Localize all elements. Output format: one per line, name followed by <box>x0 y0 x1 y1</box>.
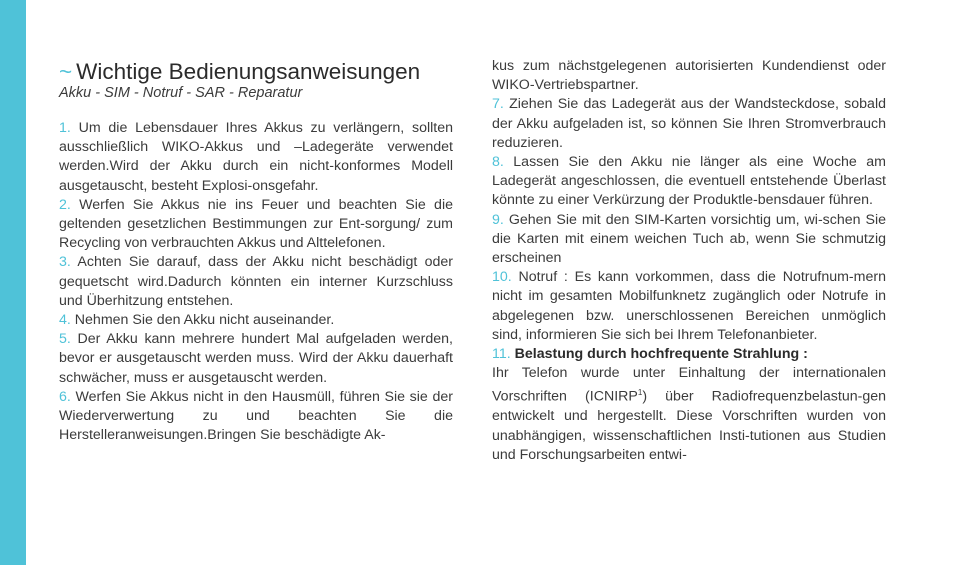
item-text: Gehen Sie mit den SIM-Karten vorsichtig um, wi-schen Sie die Karten mit einem weichen Tuch ab, wenn Sie schmutzig erscheinen <box>492 211 886 267</box>
item-text-before: Ihr Telefon wurde unter Einhaltung der internationalen Vorschriften (ICNIRP <box>492 365 886 406</box>
item-number: 4. <box>59 312 71 329</box>
item-number: 8. <box>492 154 504 171</box>
item-number: 1. <box>59 120 71 136</box>
item-text: Um die Lebensdauer Ihres Akkus zu verlängern, sollten ausschließlich WIKO-Akkus und –Ladegeräte verwendet werden.Wird der Akku durch ein nicht-konformes Modell ausgetauscht, besteht Explosi-onsgefahr. <box>59 120 453 194</box>
item-number: 6. <box>59 388 71 405</box>
item-text: Der Akku kann mehrere hundert Mal aufgeladen werden, bevor er ausgetauscht werden muss. Wird der Akku dauerhaft schwächer, muss er ausgetauscht werden. <box>59 331 453 386</box>
item-text: Lassen Sie den Akku nie länger als eine Woche am Ladegerät angeschlossen, die eventuell entstehende Überlast könnte zu einer Verkürzung der Produktle-bensdauer führen. <box>492 154 886 209</box>
item-number: 2. <box>59 196 71 213</box>
item-text: Nehmen Sie den Akku nicht auseinander. <box>74 312 335 329</box>
item-number: 11. <box>492 346 511 363</box>
list-item-2 <box>59 196 453 254</box>
item-text: Notruf : Es kann vorkommen, dass die Notrufnum-mern nicht im gesamten Mobilfunknetz zugänglich oder Notrufe in abgelegenen bzw. unerschlossenen Bereichen unmöglich sind, informieren Sie sich bei Ihrem Telefonanbieter. <box>492 269 886 343</box>
list-item-8 <box>492 153 886 211</box>
page-title <box>59 60 459 84</box>
item-text-after: ) über Radiofrequenzbelastun-gen entwickelt und hergestellt. Diese Vorschriften wurden von unabhängigen, wissenschaftlichen Insti-tutionen aus Studien und Forschungsarbeiten entwi- <box>492 389 886 463</box>
list-item-6 <box>59 388 453 446</box>
accent-side-bar <box>0 0 26 565</box>
title-block <box>59 60 459 102</box>
list-item-5 <box>59 330 453 388</box>
page-title-text: Wichtige Bedienungsanweisungen <box>76 59 421 84</box>
list-item-11-body <box>492 364 886 465</box>
footnote-marker: 1 <box>637 388 643 398</box>
item-text: Achten Sie darauf, dass der Akku nicht beschädigt oder gequetscht wird.Dadurch könnten ein interner Kurzschluss und Überhitzung entstehen. <box>59 254 453 309</box>
item-number: 10. <box>492 269 512 286</box>
continuation-text: kus zum nächstgelegenen autorisierten Kundendienst oder WIKO-Vertriebspartner. <box>492 58 886 94</box>
item-text: Werfen Sie Akkus nie ins Feuer und beachten Sie die geltenden gesetzlichen Bestimmungen zur Ent-sorgung/ zum Recycling von verbrauchten Akkus und Alttelefonen. <box>59 196 453 252</box>
title-tilde: ~ <box>59 59 73 84</box>
list-item-10 <box>492 268 886 345</box>
item-text: Ziehen Sie das Ladegerät aus der Wandsteckdose, sobald der Akku aufgeladen ist, so können Sie Ihren Stromverbrauch reduzieren. <box>492 96 886 151</box>
item-number: 7. <box>492 96 504 113</box>
item-number: 5. <box>59 331 71 348</box>
item-heading: Belastung durch hochfrequente Strahlung : <box>514 346 808 363</box>
list-item-9 <box>492 211 886 269</box>
item-number: 9. <box>492 211 504 228</box>
list-item-7 <box>492 95 886 153</box>
page-subtitle: Akku - SIM - Notruf - SAR - Reparatur <box>59 85 303 101</box>
list-item-3 <box>59 253 453 311</box>
left-column <box>59 119 453 445</box>
right-column <box>492 57 886 465</box>
list-item-4 <box>59 311 453 330</box>
list-item-1 <box>59 119 453 196</box>
list-item-11-heading <box>492 345 886 364</box>
item-text: Werfen Sie Akkus nicht in den Hausmüll, führen Sie sie der Wiederverwertung zu und beachten Sie die Herstelleranweisungen.Bringen Sie beschädigte Ak- <box>59 388 453 444</box>
item-number: 3. <box>59 254 71 271</box>
